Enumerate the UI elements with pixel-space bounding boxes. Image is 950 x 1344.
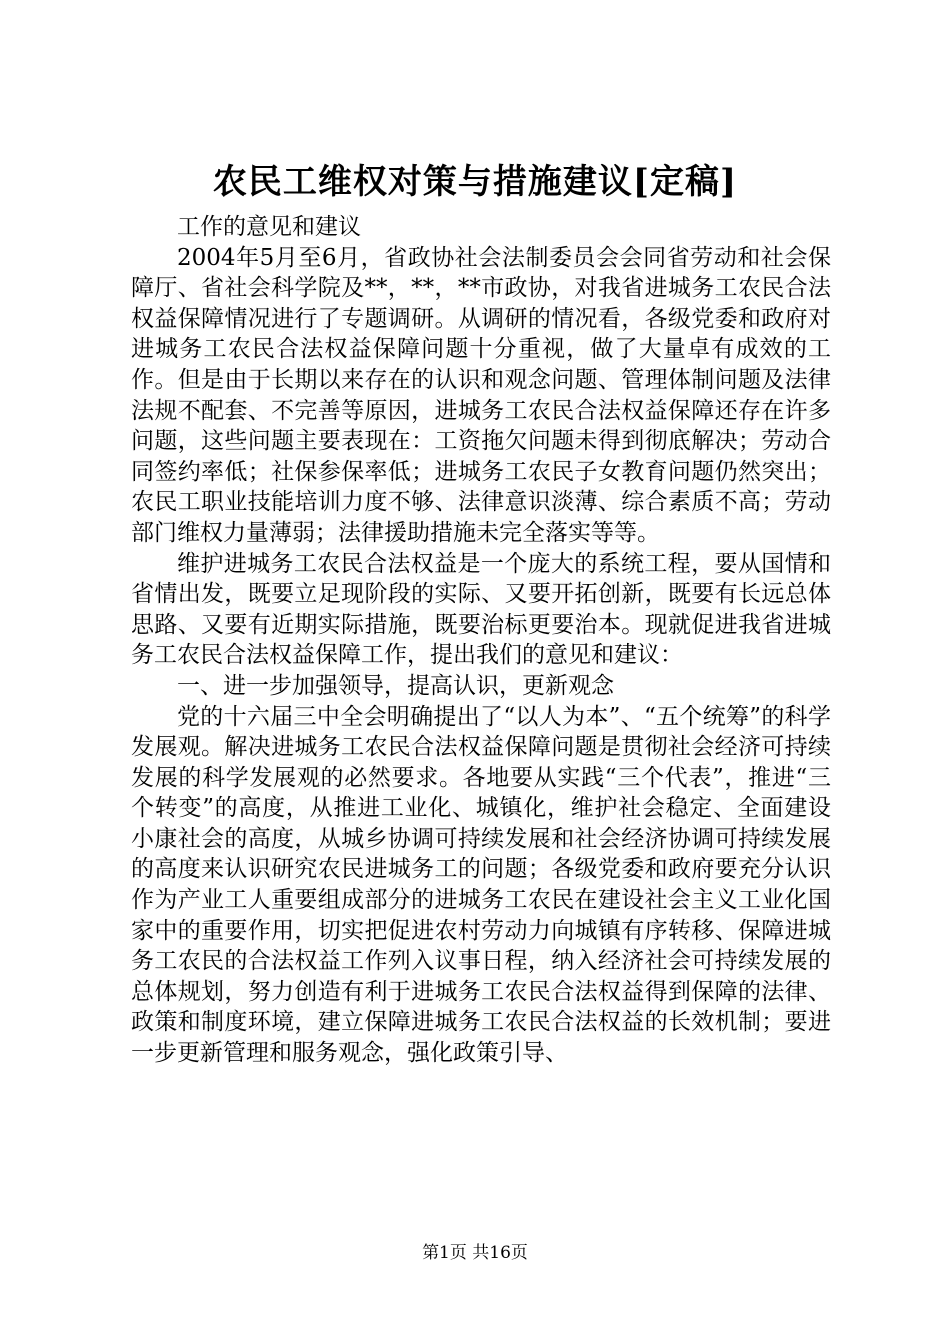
paragraph-survey-findings: 2004年5月至6月，省政协社会法制委员会会同省劳动和社会保障厅、省社会科学院及**，**，**市政协，对我省进城务工农民合法权益保障情况进行了专题调研。从调研的情况看，各级党委和政府对进城务工农民合法权益保障问题十分重视，做了大量卓有成效的工作。但是由于长期以来存在的认识和观念问题、管理体制问题及法律法规不配套、不完善等原因，进城务工农民合法权益保障还存在许多问题，这些问题主要表现在：工资拖欠问题未得到彻底解决；劳动合同签约率低；社保参保率低；进城务工农民子女教育问题仍然突出；农民工职业技能培训力度不够、法律意识淡薄、综合素质不高；劳动部门维权力量薄弱；法律援助措施未完全落实等等。 [131, 244, 831, 546]
paragraph-system-engineering: 维护进城务工农民合法权益是一个庞大的系统工程，要从国情和省情出发，既要立足现阶段的实际、又要开拓创新，既要有长远总体思路、又要有近期实际措施，既要治标更要治本。现就促进我省进城务工农民合法权益保障工作，提出我们的意见和建议： [131, 550, 831, 669]
paragraph-scientific-development: 党的十六届三中全会明确提出了“以人为本”、“五个统筹”的科学发展观。解决进城务工农民合法权益保障问题是贯彻社会经济可持续发展的科学发展观的必然要求。各地要从实践“三个代表”，推进“三个转变”的高度，从推进工业化、城镇化，维护社会稳定、全面建设小康社会的高度，从城乡协调可持续发展和社会经济协调可持续发展的高度来认识研究农民进城务工的问题；各级党委和政府要充分认识作为产业工人重要组成部分的进城务工农民在建设社会主义工业化国家中的重要作用，切实把促进农村劳动力向城镇有序转移、保障进城务工农民的合法权益工作列入议事日程，纳入经济社会可持续发展的总体规划，努力创造有利于进城务工农民合法权益得到保障的法律、政策和制度环境，建立保障进城务工农民合法权益的长效机制；要进一步更新管理和服务观念，强化政策引导、 [131, 703, 831, 1067]
document-body [131, 212, 831, 1069]
document-title: 农民工维权对策与措施建议[定稿] [212, 162, 738, 202]
section-heading-one: 一、进一步加强领导，提高认识，更新观念 [177, 672, 614, 699]
paragraph-subtitle: 工作的意见和建议 [177, 214, 361, 240]
page-number-footer: 第1页 共16页 [422, 1243, 528, 1263]
